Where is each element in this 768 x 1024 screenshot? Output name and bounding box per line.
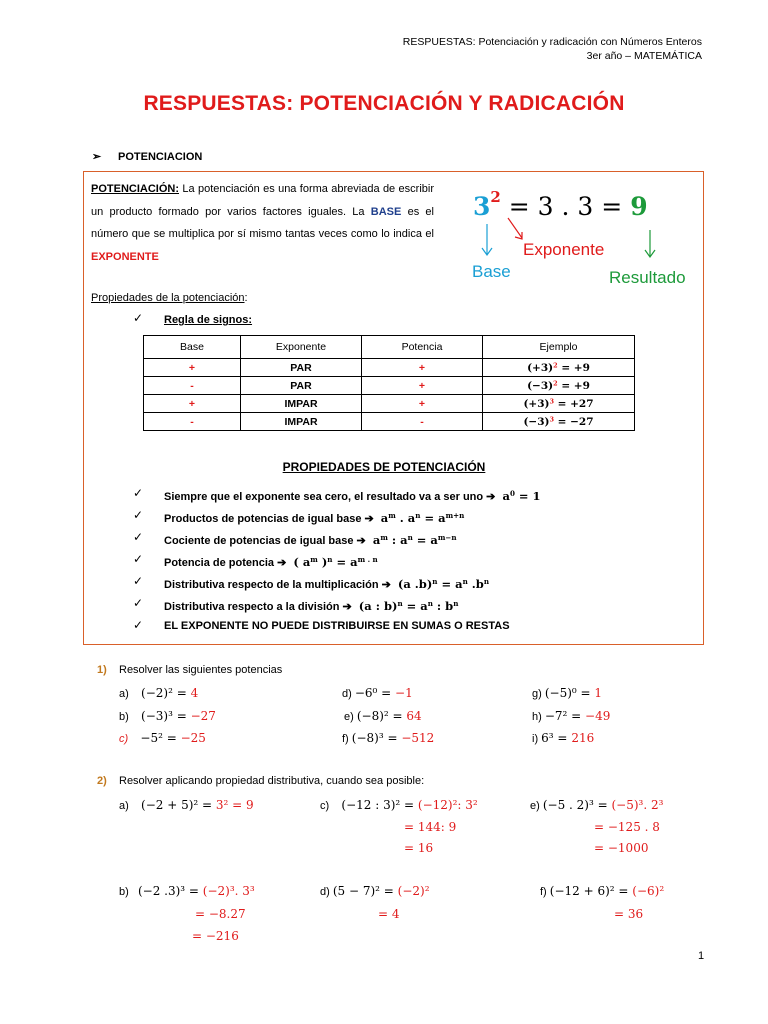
ex1-item-i: i) 6³ = 216 <box>532 731 595 745</box>
properties-title: PROPIEDADES DE POTENCIACIÓN <box>282 460 486 474</box>
property-item: Distributiva respecto a la división ➔ (a : $b)^n = a^n$ : $b^n$ <box>164 599 459 613</box>
ex2-e-step-3: = −1000 <box>594 841 649 855</box>
exercise-2-statement: Resolver aplicando propiedad distributiva, cuando sea posible: <box>119 775 425 787</box>
label-base: Base <box>472 262 511 281</box>
diagram-result: 9 <box>630 192 648 221</box>
cell-example: $(+3)^3 = +27$ <box>483 395 635 413</box>
ex1-item-a: a) (−2)² = 4 <box>119 686 199 700</box>
label-exponente: Exponente <box>523 240 605 259</box>
check-icon: ✓ <box>133 508 144 522</box>
ex2-f-step-2: = 36 <box>614 907 644 921</box>
ex2-e-step-2: = −125 . 8 <box>594 820 660 834</box>
property-item: Potencia de potencia ➔ ( $a^m$ )$^n = a^{m . n}$ <box>164 555 378 569</box>
cell-base: - <box>144 377 241 395</box>
property-item: Siempre que el exponente sea cero, el resultado va a ser uno ➔ $a^0 = 1$ <box>164 489 541 503</box>
ex2-b-step-2: = −8.27 <box>195 907 246 921</box>
exercise-1-statement: Resolver las siguientes potencias <box>119 664 283 676</box>
cell-power: - <box>362 413 483 431</box>
check-icon: ✓ <box>133 618 144 632</box>
cell-example: $(+3)^2 = +9$ <box>483 359 635 377</box>
intro-exponent-word: EXPONENTE <box>91 250 159 263</box>
cell-exponent: PAR <box>241 359 362 377</box>
check-icon: ✓ <box>133 530 144 544</box>
sign-rule-table <box>143 335 635 431</box>
col-header-exponente: Exponente <box>241 336 362 359</box>
ex2-item-f: f) (−12 + 6)² = (−6)² <box>540 884 665 898</box>
intro-text-1: La potenciación es una forma abreviada de escribir un producto formado por varios factores iguales. La <box>91 183 434 218</box>
cell-exponent: PAR <box>241 377 362 395</box>
ex1-item-b: b) (−3)³ = −27 <box>119 709 216 723</box>
table-header-row <box>144 336 635 359</box>
ex2-d-step-2: = 4 <box>378 907 400 921</box>
exercise-2-number: 2) <box>97 775 107 787</box>
diagram-middle: = 3 . 3 = <box>500 192 631 221</box>
col-header-base: Base <box>144 336 241 359</box>
ex2-item-c: c) (−12 : 3)² = (−12)²: 3² <box>320 798 478 812</box>
check-icon: ✓ <box>133 311 144 325</box>
sign-rule-label: Regla de signos: <box>164 314 253 326</box>
cell-base: + <box>144 359 241 377</box>
exercise-1-number: 1) <box>97 664 107 676</box>
table-row <box>144 359 635 377</box>
properties-heading: Propiedades de la potenciación: <box>91 292 248 304</box>
cell-power: + <box>362 377 483 395</box>
exponent-arrow-icon <box>508 218 522 238</box>
header-title: RESPUESTAS: Potenciación y radicación con Números Enteros <box>402 36 702 48</box>
check-icon: ✓ <box>133 486 144 500</box>
property-item: Cociente de potencias de igual base ➔ $a^m$ : $a^n = a^{m-n}$ <box>164 533 457 547</box>
ex1-item-c: c) −5² = −25 <box>119 731 206 745</box>
check-icon: ✓ <box>133 574 144 588</box>
table-row <box>144 377 635 395</box>
check-icon: ✓ <box>133 552 144 566</box>
cell-power: + <box>362 395 483 413</box>
ex2-c-step-3: = 16 <box>404 841 434 855</box>
header-subtitle: 3er año – MATEMÁTICA <box>586 50 702 62</box>
property-item: Distributiva respecto de la multiplicación ➔ (a $.b)^n = a^n$ $.b^n$ <box>164 577 490 591</box>
ex2-item-d: d) (5 − 7)² = (−2)² <box>320 884 430 898</box>
bullet-arrow-icon: ➢ <box>92 151 102 163</box>
property-item: EL EXPONENTE NO PUEDE DISTRIBUIRSE EN SUMAS O RESTAS <box>164 620 510 632</box>
intro-base-word: BASE <box>370 205 402 218</box>
label-resultado: Resultado <box>609 268 686 287</box>
col-header-potencia: Potencia <box>362 336 483 359</box>
ex2-item-e: e) (−5 . 2)³ = (−5)³. 2³ <box>530 798 664 812</box>
cell-base: - <box>144 413 241 431</box>
intro-text-2: es el número que se multiplica por sí mismo tantas veces como lo indica el <box>91 205 434 240</box>
intro-paragraph <box>91 178 434 268</box>
table-row <box>144 395 635 413</box>
page-number: 1 <box>698 950 705 962</box>
property-item: Productos de potencias de igual base ➔ $a^m$ . $a^n = a^{m+n}$ <box>164 511 465 525</box>
cell-power: + <box>362 359 483 377</box>
intro-term: POTENCIACIÓN: <box>91 183 179 195</box>
ex2-b-step-3: = −216 <box>192 929 239 943</box>
diagram-base: 3 <box>473 192 491 221</box>
diagram-exponent: 2 <box>490 188 501 206</box>
cell-exponent: IMPAR <box>241 395 362 413</box>
col-header-ejemplo: Ejemplo <box>483 336 635 359</box>
ex2-item-a: a) (−2 + 5)² = 3² = 9 <box>119 798 254 812</box>
cell-example: $(-3)^3 = -27$ <box>483 413 635 431</box>
ex2-item-b: b) (−2 .3)³ = (−2)³. 3³ <box>119 884 255 898</box>
ex1-item-e: e) (−8)² = 64 <box>344 709 422 723</box>
ex1-item-g: g) (−5)⁰ = 1 <box>532 686 603 700</box>
ex1-item-h: h) −7² = −49 <box>532 709 611 723</box>
check-icon: ✓ <box>133 596 144 610</box>
cell-base: + <box>144 395 241 413</box>
table-row <box>144 413 635 431</box>
ex2-c-step-2: = 144: 9 <box>404 820 457 834</box>
ex1-item-f: f) (−8)³ = −512 <box>342 731 435 745</box>
cell-example: $(-3)^2 = +9$ <box>483 377 635 395</box>
ex1-item-d: d) −6⁰ = −1 <box>342 686 413 700</box>
cell-exponent: IMPAR <box>241 413 362 431</box>
section-heading: POTENCIACION <box>118 151 203 163</box>
page-title: RESPUESTAS: POTENCIACIÓN Y RADICACIÓN <box>143 92 625 115</box>
